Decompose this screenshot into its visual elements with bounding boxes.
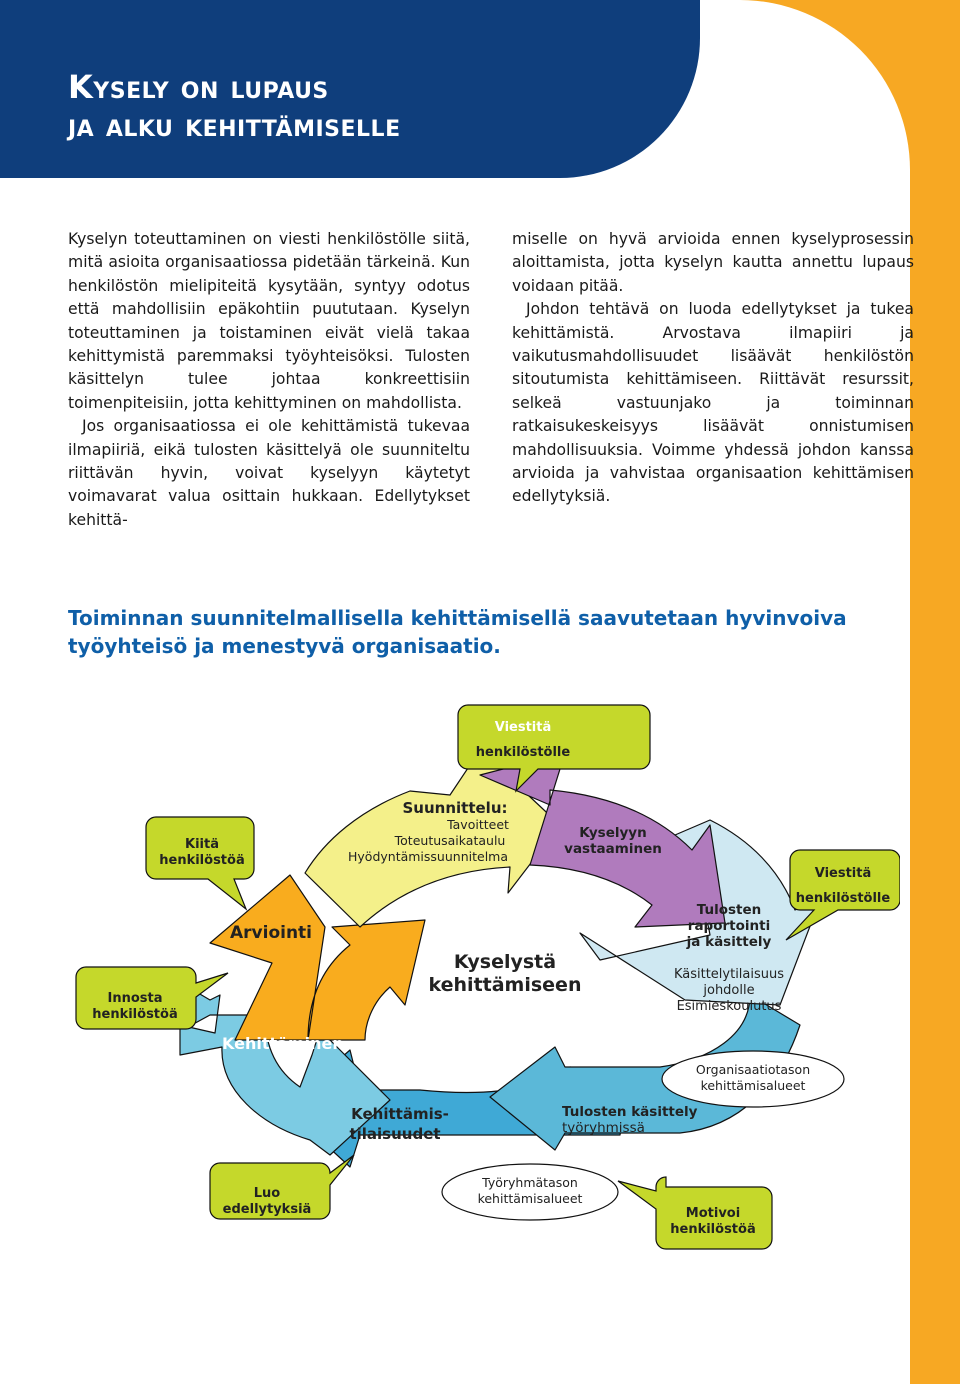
label-raportointi-sub-1: Käsittelytilaisuus <box>673 967 785 982</box>
label-suunnittelu-title: Suunnittelu: <box>402 799 508 817</box>
title-line-2: ja alku kehittämiselle <box>68 106 401 144</box>
ellipse-org-1: Organisaatiotason <box>695 1062 811 1077</box>
ellipse-tyo-2: kehittämisalueet <box>477 1191 583 1206</box>
bubble-motivoi-2: henkilöstöä <box>670 1222 756 1237</box>
label-suunnittelu-3: Hyödyntämissuunnitelma <box>348 849 508 864</box>
label-kehittaminen: Kehittäminen <box>222 1034 344 1053</box>
paragraph: Johdon tehtävä on luoda edellytykset ja tukea kehittämistä. Arvostava ilmapiiri ja vaikutusmahdollisuudet lisäävät henkilöstön sitoutumista kehittämiseen. Riittävät resurssit, selkeä vastuunjako ja toiminnan ratkaisukeskeisyys lisäävät onnistumisen mahdollisuuksia. Voimme yhdessä johdon kanssa arvioida ja vahvistaa organisaation kehittämisen edellytyksiä. <box>512 300 914 506</box>
bubble-kiita-1: Kiitä <box>185 837 219 852</box>
highlight-statement: Toiminnan suunnitelmallisella kehittämisellä saavutetaan hyvinvoiva työyhteisö ja menestyvä organisaatio. <box>68 606 847 658</box>
bubble-innosta-1: Innosta <box>107 991 163 1006</box>
label-raportointi-sub-2: johdolle <box>703 983 755 998</box>
label-suunnittelu-2: Toteutusaikataulu <box>394 833 506 848</box>
cycle-diagram-svg <box>60 695 900 1265</box>
text-column-right <box>512 228 914 509</box>
label-center-1: Kyselystä <box>453 951 557 973</box>
label-kehittamistilaisuudet-1: Kehittämis- <box>351 1105 449 1123</box>
paragraph: Kyselyn toteuttaminen on viesti henkilöstölle siitä, mitä asioita organisaatiossa pidetään tärkeinä. Kun henkilöstön mielipiteitä kysytään, syntyy odotus että mahdollisiin epäkohtiin puututaan. Kyselyn toteuttaminen ja toistaminen eivät vielä takaa kehittymistä paremmaksi työyhteisöksi. Tulosten käsittelyn tulee johtaa konkreettisiin toimenpiteisiin, jotta kehittyminen on mahdollista. <box>68 230 470 412</box>
label-raportointi-3: ja käsittely <box>686 934 772 950</box>
label-vastaaminen-2: vastaaminen <box>564 841 662 857</box>
bubble-viestita-top-1: Viestitä <box>494 720 552 735</box>
paragraph: Jos organisaatiossa ei ole kehittämistä tukevaa ilmapiiriä, eikä tulosten käsittelyä ole suunniteltu riittävän hyvin, voivat kyselyyn käytetyt voimavarat valua osittain hukkaan. Edellytykset kehittä- <box>68 417 470 529</box>
label-tyoryhmissa-2: työryhmissä <box>562 1120 645 1136</box>
title-line-1: Kysely on lupaus <box>68 68 329 106</box>
bubble-kiita-2: henkilöstöä <box>159 853 245 868</box>
label-arviointi: Arviointi <box>230 923 313 943</box>
bubble-luo-1: Luo <box>253 1186 281 1201</box>
label-suunnittelu-1: Tavoitteet <box>447 817 509 832</box>
label-kehittamistilaisuudet-2: tilaisuudet <box>349 1125 441 1143</box>
label-center-2: kehittämiseen <box>428 974 582 996</box>
bubble-luo-2: edellytyksiä <box>222 1202 312 1217</box>
bubble-viestita-top-2: henkilöstölle <box>475 745 571 760</box>
text-column-left <box>68 228 470 532</box>
bubble-innosta-2: henkilöstöä <box>92 1007 178 1022</box>
bubble-motivoi-1: Motivoi <box>685 1206 741 1221</box>
label-raportointi-sub-3: Esimieskoulutus <box>676 999 782 1014</box>
page-title <box>68 68 401 144</box>
paragraph: miselle on hyvä arvioida ennen kyselyprosessin aloittamista, jotta kyselyn kautta annettu lupaus voidaan pitää. <box>512 230 914 295</box>
ellipse-org-2: kehittämisalueet <box>700 1078 806 1093</box>
label-tyoryhmissa-1: Tulosten käsittely <box>562 1104 698 1120</box>
label-raportointi-1: Tulosten <box>696 902 762 918</box>
label-vastaaminen-1: Kyselyyn <box>579 825 647 841</box>
process-diagram <box>60 695 900 1269</box>
bubble-viestita-right-2: henkilöstölle <box>795 891 891 906</box>
label-raportointi-2: raportointi <box>687 918 771 934</box>
ellipse-tyo-1: Työryhmätason <box>482 1175 578 1190</box>
bubble-viestita-right-1: Viestitä <box>814 866 872 881</box>
